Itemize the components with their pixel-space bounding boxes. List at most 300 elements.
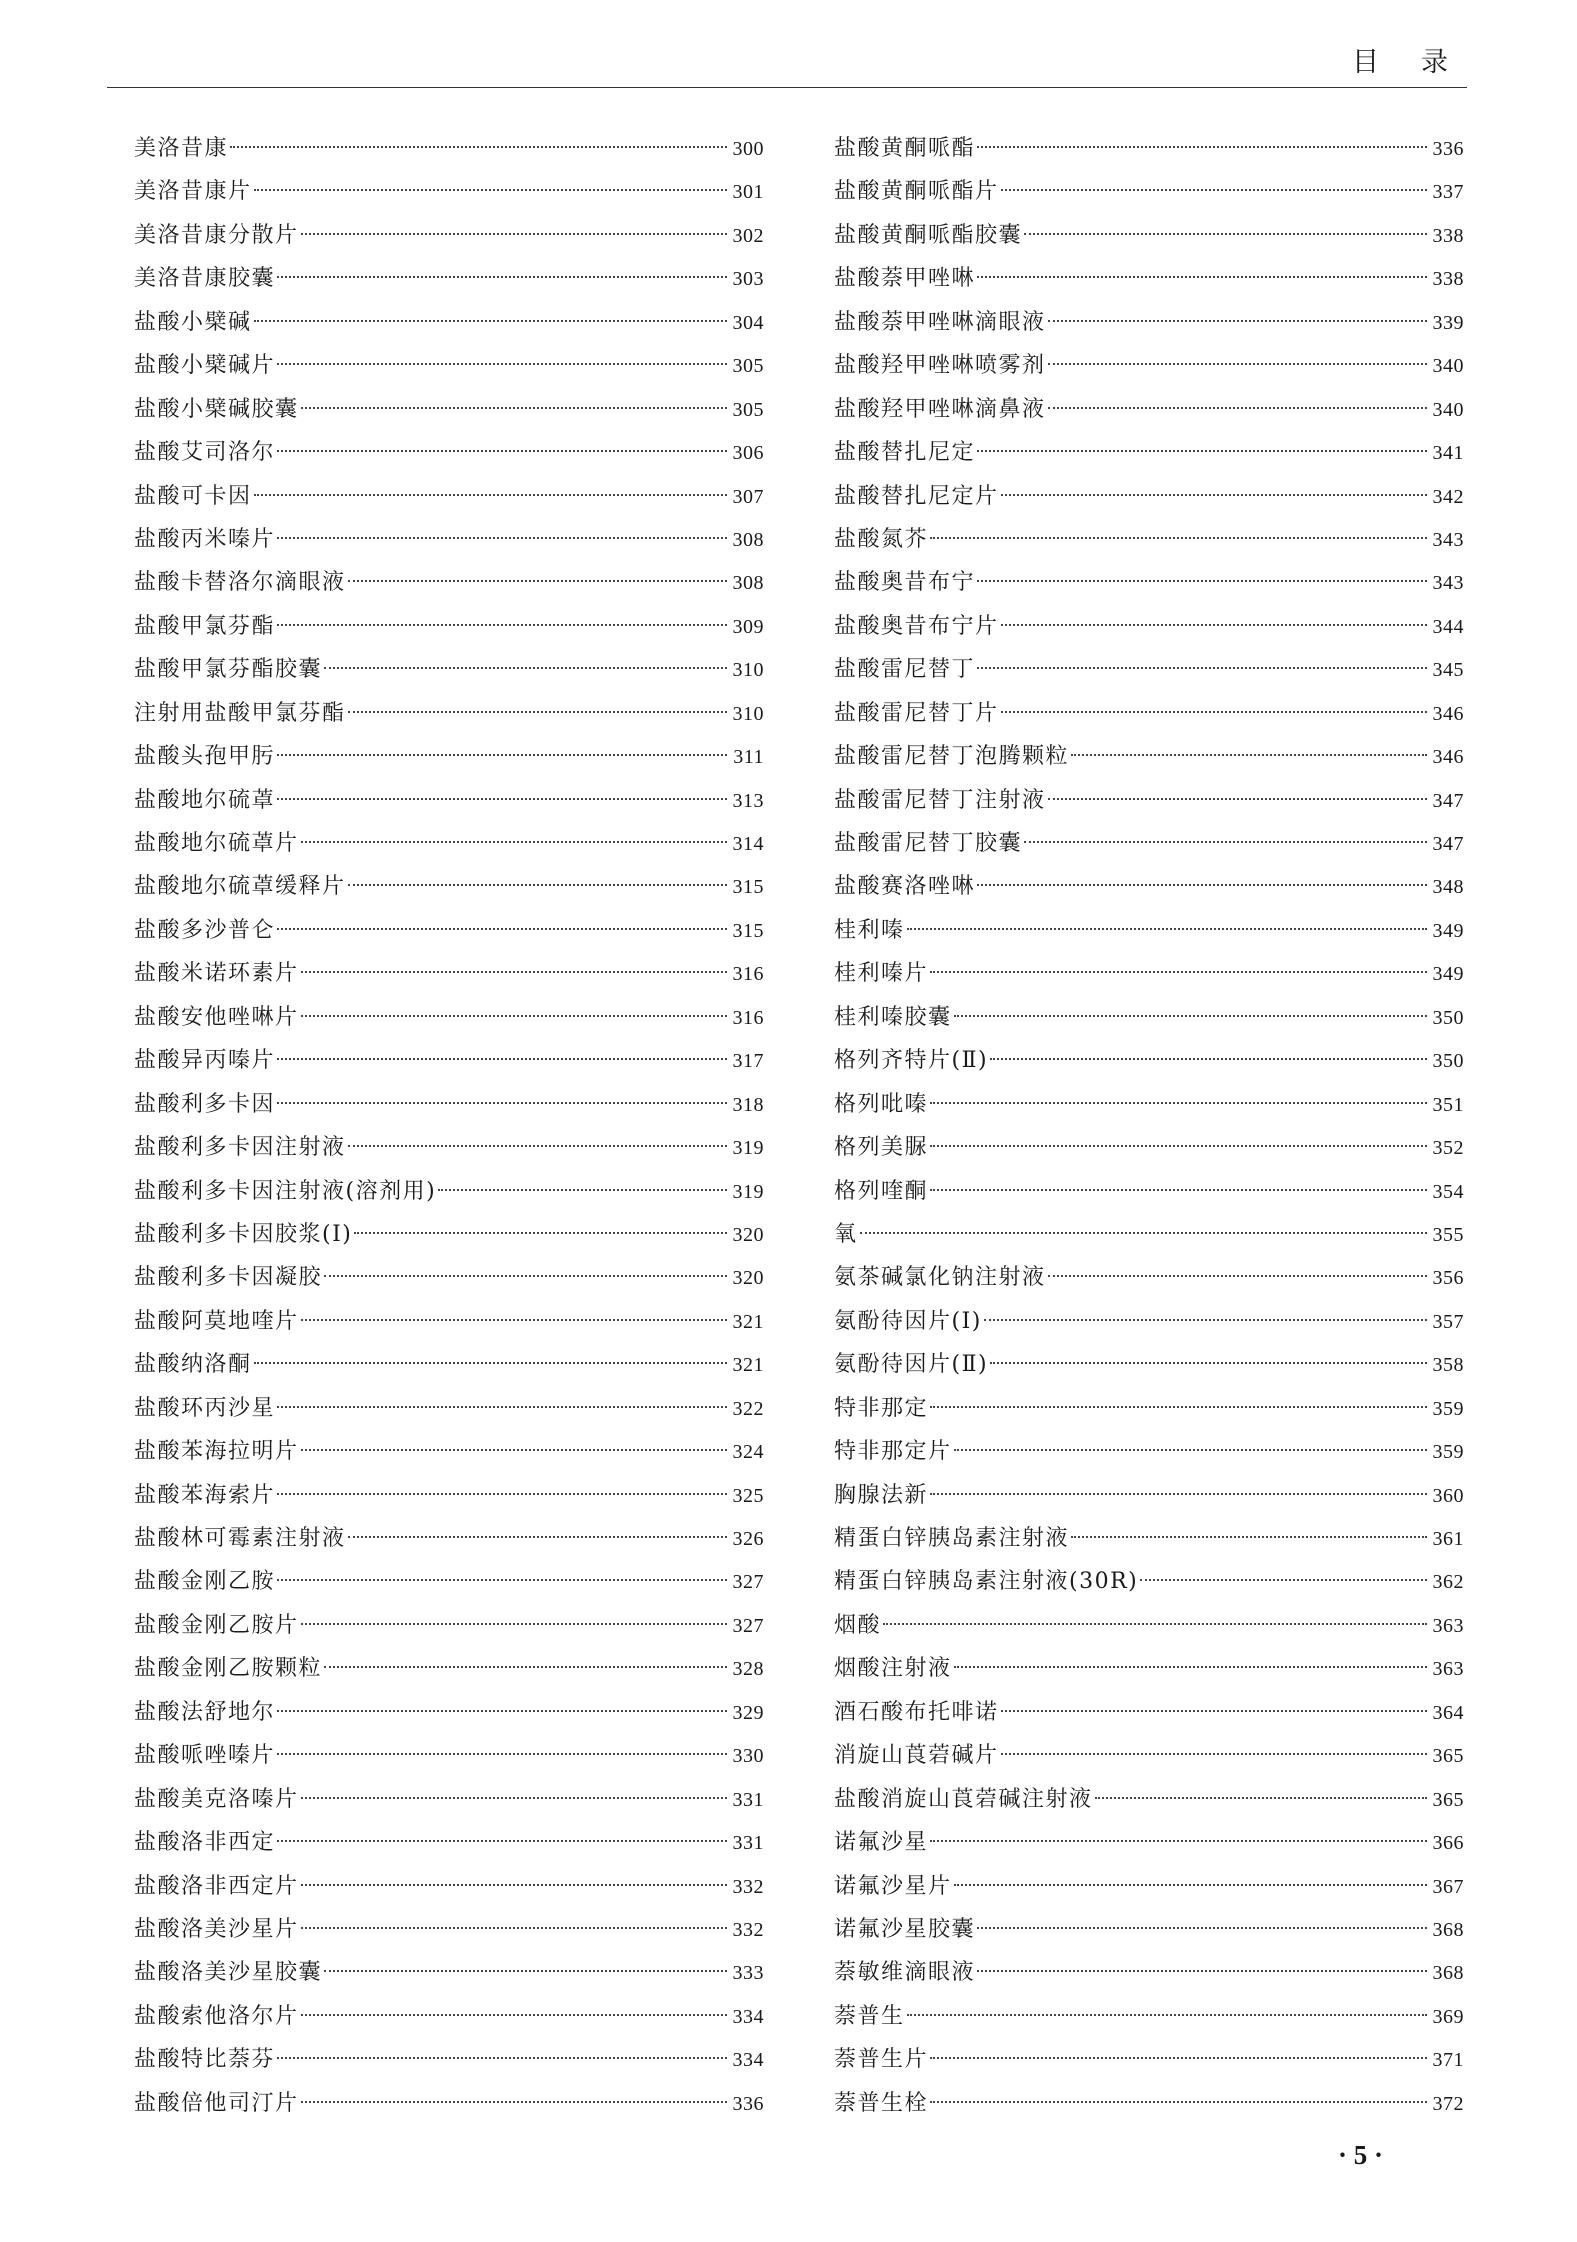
dot-leader [930,1145,1426,1147]
page-number: · 5 · [1338,2140,1384,2170]
toc-entry-page: 332 [732,1918,764,1941]
toc-entry-page: 317 [732,1050,764,1073]
toc-entry-page: 305 [732,398,764,421]
header-divider [107,87,1467,88]
toc-entry-title: 胸腺法新 [834,1482,929,1508]
toc-entry-page: 352 [1432,1137,1464,1160]
toc-entry-title: 精蛋白锌胰岛素注射液 [834,1526,1070,1551]
toc-entry-title: 盐酸法舒地尔 [134,1699,276,1725]
toc-entry-page: 336 [1432,138,1464,160]
toc-entry-title: 盐酸雷尼替丁泡腾颗粒 [834,744,1070,770]
toc-entry-title: 盐酸羟甲唑啉喷雾剂 [834,353,1046,379]
toc-entry [834,1778,1464,1821]
dot-leader [277,363,726,365]
toc-entry [134,1604,764,1647]
toc-entry [834,1083,1464,1126]
toc-entry-page: 334 [732,2005,764,2028]
dot-leader [301,841,727,843]
toc-entry-page: 319 [732,1137,764,1160]
toc-entry-page: 362 [1432,1571,1464,1594]
toc-entry-title: 盐酸利多卡因注射液 [134,1135,346,1161]
dot-leader [324,1666,726,1668]
toc-entry [834,1039,1464,1082]
dot-leader [348,1145,727,1147]
toc-entry [834,1343,1464,1386]
toc-entry [834,2082,1464,2125]
toc-entry-page: 346 [1432,746,1464,769]
dot-leader [277,1753,726,1755]
dot-leader [1001,1710,1427,1712]
dot-leader [301,1927,727,1929]
toc-entry [834,1951,1464,1994]
toc-entry [834,909,1464,952]
toc-entry-page: 363 [1432,1658,1464,1681]
toc-entry [834,692,1464,735]
toc-entry [134,1865,764,1908]
toc-entry-page: 343 [1432,528,1464,551]
toc-entry [834,1387,1464,1430]
toc-entry [834,1256,1464,1299]
toc-entry-title: 盐酸雷尼替丁 [834,657,976,683]
toc-entry-title: 盐酸地尔硫䓬片 [134,831,299,856]
toc-entry [834,1691,1464,1734]
toc-entry [134,344,764,387]
toc-entry-title: 盐酸萘甲唑啉滴眼液 [834,309,1046,335]
toc-entry-title: 盐酸替扎尼定 [834,440,976,466]
toc-entry-title: 桂利嗪 [834,917,905,943]
toc-entry-page: 347 [1432,789,1464,812]
dot-leader [1048,363,1427,365]
toc-entry-page: 366 [1432,1832,1464,1855]
toc-entry-title: 盐酸羟甲唑啉滴鼻液 [834,396,1046,422]
dot-leader [277,1102,726,1104]
toc-entry-title: 盐酸金刚乙胺 [134,1569,276,1595]
dot-leader [277,1058,726,1060]
toc-entry-title: 盐酸金刚乙胺片 [134,1612,299,1638]
dot-leader [1071,1536,1426,1538]
toc-entry [834,605,1464,648]
toc-entry [834,1213,1464,1256]
toc-entry [834,1126,1464,1169]
toc-entry [134,1647,764,1690]
toc-entry-page: 320 [732,1223,764,1246]
dot-leader [1048,320,1427,322]
toc-entry-title: 酒石酸布托啡诺 [834,1699,999,1725]
toc-entry [834,1517,1464,1560]
toc-entry-title: 盐酸甲氯芬酯 [134,613,276,639]
dot-leader [977,146,1426,148]
toc-entry [834,779,1464,822]
toc-entry [134,301,764,344]
toc-entry-title: 盐酸索他洛尔片 [134,2003,299,2029]
toc-entry-page: 357 [1432,1310,1464,1333]
toc-entry-title: 盐酸洛非西定 [134,1830,276,1856]
toc-entry-page: 361 [1432,1528,1464,1550]
toc-entry-title: 盐酸雷尼替丁片 [834,700,999,726]
toc-entry-title: 盐酸利多卡因胶浆(Ⅰ) [134,1221,353,1247]
toc-entry [134,214,764,257]
toc-entry [834,388,1464,431]
toc-entry [834,475,1464,518]
toc-entry-title: 氨酚待因片(Ⅰ) [834,1308,982,1334]
toc-entry [834,1647,1464,1690]
toc-entry-title: 格列吡嗪 [834,1091,929,1117]
toc-entry-title: 盐酸倍他司汀片 [134,2090,299,2116]
dot-leader [977,884,1426,886]
toc-entry [134,1821,764,1864]
toc-entry [834,1865,1464,1908]
toc-entry-page: 350 [1432,1006,1464,1029]
toc-entry-title: 盐酸头孢甲肟 [134,744,276,770]
dot-leader [977,667,1426,669]
toc-entry [134,2038,764,2081]
dot-leader [348,884,727,886]
toc-entry-page: 301 [732,181,764,204]
dot-leader [930,1493,1426,1495]
dot-leader [1048,1275,1427,1277]
dot-leader [1001,711,1427,713]
toc-entry-page: 306 [732,442,764,465]
toc-entry [834,127,1464,170]
dot-leader [277,1406,726,1408]
dot-leader [977,1927,1426,1929]
toc-entry-page: 318 [732,1093,764,1116]
toc-entry-title: 萘普生片 [834,2047,929,2073]
dot-leader [930,1406,1426,1408]
toc-entry-title: 盐酸异丙嗪片 [134,1048,276,1074]
toc-entry-title: 格列喹酮 [834,1178,929,1204]
toc-entry [834,1734,1464,1777]
toc-entry-title: 盐酸奥昔布宁 [834,570,976,596]
toc-entry-page: 343 [1432,572,1464,595]
dot-leader [277,276,726,278]
toc-entry [834,1604,1464,1647]
toc-right-column [834,127,1464,2125]
toc-entry [134,518,764,561]
toc-entry-page: 351 [1432,1093,1464,1116]
toc-entry-title: 精蛋白锌胰岛素注射液(30R) [834,1569,1139,1595]
dot-leader [348,580,727,582]
toc-entry-page: 321 [732,1354,764,1377]
toc-entry [834,170,1464,213]
dot-leader [954,1666,1427,1668]
toc-entry-page: 314 [732,833,764,855]
toc-entry-page: 341 [1432,442,1464,465]
dot-leader [277,1710,726,1712]
toc-entry-title: 格列齐特片(Ⅱ) [834,1048,989,1074]
toc-entry-page: 319 [732,1180,764,1203]
dot-leader [1048,798,1427,800]
dot-leader [907,928,1427,930]
toc-entry-page: 349 [1432,919,1464,942]
dot-leader [230,146,726,148]
toc-entry-title: 盐酸洛非西定片 [134,1873,299,1899]
toc-entry-title: 盐酸阿莫地喹片 [134,1308,299,1334]
dot-leader [930,537,1426,539]
toc-entry [134,257,764,300]
toc-entry-title: 盐酸萘甲唑啉 [834,266,976,292]
toc-entry [834,865,1464,908]
dot-leader [277,537,726,539]
toc-entry-title: 盐酸金刚乙胺颗粒 [134,1656,323,1682]
dot-leader [907,2014,1427,2016]
toc-entry-page: 350 [1432,1050,1464,1073]
dot-leader [348,711,727,713]
toc-entry-page: 371 [1432,2049,1464,2072]
toc-entry-page: 342 [1432,485,1464,508]
toc-entry-page: 365 [1432,1745,1464,1768]
toc-entry-title: 诺氟沙星 [834,1830,929,1856]
toc-entry-page: 367 [1432,1875,1464,1898]
toc-entry-title: 盐酸卡替洛尔滴眼液 [134,570,346,596]
toc-entry-page: 355 [1432,1223,1464,1246]
toc-entry-title: 盐酸林可霉素注射液 [134,1526,346,1551]
toc-entry-title: 诺氟沙星片 [834,1873,952,1899]
dot-leader [354,1232,726,1234]
dot-leader [301,2014,727,2016]
toc-entry-title: 萘普生 [834,2003,905,2029]
dot-leader [301,1884,727,1886]
toc-entry-page: 305 [732,355,764,378]
toc-entry-page: 338 [1432,268,1464,291]
dot-leader [1001,1753,1427,1755]
toc-entry-title: 氨茶碱氯化钠注射液 [834,1265,1046,1291]
toc-entry-page: 327 [732,1614,764,1637]
dot-leader [301,1319,727,1321]
toc-entry-page: 368 [1432,1918,1464,1941]
toc-entry-title: 盐酸地尔硫䓬缓释片 [134,874,346,900]
toc-entry [834,952,1464,995]
toc-entry-title: 盐酸奥昔布宁片 [834,613,999,639]
dot-leader [1001,189,1427,191]
toc-entry [134,1300,764,1343]
toc-entry [134,1256,764,1299]
dot-leader [954,1884,1427,1886]
toc-entry-title: 盐酸特比萘芬 [134,2047,276,2073]
dot-leader [301,1797,727,1799]
toc-entry [134,1213,764,1256]
toc-entry-page: 310 [732,659,764,682]
toc-entry-page: 348 [1432,876,1464,899]
toc-entry [834,1430,1464,1473]
toc-entry [134,779,764,822]
toc-entry-title: 盐酸米诺环素片 [134,961,299,987]
dot-leader [324,667,726,669]
dot-leader [1140,1579,1426,1581]
toc-entry [134,1908,764,1951]
toc-entry-page: 340 [1432,398,1464,421]
toc-entry [134,735,764,778]
toc-entry [134,561,764,604]
dot-leader [277,624,726,626]
toc-entry-page: 358 [1432,1354,1464,1377]
page-header-title: 目录 [1352,47,1490,78]
toc-entry [134,822,764,865]
toc-entry-page: 313 [732,789,764,812]
toc-entry [134,1039,764,1082]
toc-entry-title: 盐酸纳洛酮 [134,1352,252,1378]
toc-entry-title: 盐酸利多卡因注射液(溶剂用) [134,1178,437,1204]
dot-leader [348,1536,727,1538]
toc-entry [134,2082,764,2125]
dot-leader [324,1970,726,1972]
toc-entry-title: 美洛昔康片 [134,179,252,205]
toc-entry-page: 328 [732,1658,764,1681]
toc-entry [834,1560,1464,1603]
dot-leader [301,1449,727,1451]
dot-leader [254,1362,727,1364]
toc-entry [134,1126,764,1169]
toc-entry-page: 372 [1432,2092,1464,2115]
toc-entry-title: 消旋山莨菪碱片 [834,1743,999,1769]
toc-entry-page: 347 [1432,833,1464,855]
toc-entry-title: 美洛昔康 [134,136,229,161]
toc-entry-title: 盐酸小檗碱 [134,309,252,335]
toc-entry-title: 桂利嗪片 [834,961,929,987]
toc-entry-page: 315 [732,876,764,899]
toc-entry-title: 盐酸小檗碱胶囊 [134,396,299,422]
toc-entry-page: 331 [732,1832,764,1855]
toc-entry [134,1778,764,1821]
toc-entry [834,257,1464,300]
dot-leader [301,2101,727,2103]
toc-entry-title: 萘普生栓 [834,2090,929,2116]
toc-entry [834,1821,1464,1864]
toc-entry-title: 注射用盐酸甲氯芬酯 [134,700,346,726]
toc-entry-page: 309 [732,615,764,638]
dot-leader [1001,494,1427,496]
toc-entry [134,1995,764,2038]
toc-entry-title: 盐酸环丙沙星 [134,1395,276,1421]
toc-entry-page: 356 [1432,1267,1464,1290]
dot-leader [277,1840,726,1842]
toc-entry-title: 盐酸赛洛唑啉 [834,874,976,900]
dot-leader [301,1015,727,1017]
dot-leader [301,1623,727,1625]
dot-leader [301,233,727,235]
toc-entry-title: 盐酸多沙普仑 [134,917,276,943]
toc-entry-page: 302 [732,224,764,247]
toc-entry-title: 盐酸安他唑啉片 [134,1004,299,1030]
toc-entry-page: 346 [1432,702,1464,725]
toc-entry [834,2038,1464,2081]
toc-entry-page: 359 [1432,1397,1464,1420]
dot-leader [883,1623,1426,1625]
toc-entry [834,344,1464,387]
toc-entry-page: 338 [1432,224,1464,247]
dot-leader [954,1449,1427,1451]
dot-leader [277,2057,726,2059]
toc-entry [834,735,1464,778]
toc-entry-title: 萘敏维滴眼液 [834,1960,976,1986]
toc-entry-page: 308 [732,572,764,595]
dot-leader [277,798,726,800]
toc-entry [834,214,1464,257]
toc-entry-page: 303 [732,268,764,291]
toc-entry-title: 盐酸丙米嗪片 [134,526,276,552]
dot-leader [277,1579,726,1581]
toc-entry-title: 盐酸苯海索片 [134,1482,276,1508]
toc-entry-page: 340 [1432,355,1464,378]
toc-entry-page: 369 [1432,2005,1464,2028]
toc-entry [834,561,1464,604]
toc-entry-title: 氧 [834,1221,858,1247]
toc-entry-title: 盐酸黄酮哌酯 [834,136,976,161]
toc-entry-title: 盐酸黄酮哌酯胶囊 [834,222,1023,248]
toc-entry-page: 307 [732,485,764,508]
toc-entry-page: 308 [732,528,764,551]
toc-entry [134,1691,764,1734]
dot-leader [930,2101,1426,2103]
toc-entry-page: 368 [1432,1962,1464,1985]
toc-entry-page: 310 [732,702,764,725]
toc-entry-title: 盐酸苯海拉明片 [134,1439,299,1465]
toc-entry-title: 盐酸雷尼替丁注射液 [834,787,1046,813]
toc-entry [134,1343,764,1386]
toc-entry [134,1170,764,1213]
toc-entry-title: 盐酸洛美沙星胶囊 [134,1960,323,1986]
toc-entry [134,909,764,952]
dot-leader [990,1058,1426,1060]
toc-entry [834,301,1464,344]
toc-entry-title: 盐酸黄酮哌酯片 [834,179,999,205]
toc-entry [834,996,1464,1039]
toc-entry [834,1995,1464,2038]
toc-entry [834,1170,1464,1213]
dot-leader [1071,754,1426,756]
toc-entry-page: 360 [1432,1484,1464,1507]
dot-leader [984,1319,1427,1321]
toc-entry [134,1387,764,1430]
toc-entry [134,1430,764,1473]
toc-entry [134,1951,764,1994]
toc-entry [834,1908,1464,1951]
dot-leader [1001,624,1427,626]
toc-entry [134,170,764,213]
toc-entry [834,431,1464,474]
toc-entry [834,518,1464,561]
toc-entry-title: 盐酸哌唑嗪片 [134,1743,276,1769]
toc-entry-title: 烟酸 [834,1612,882,1638]
toc-entry-title: 特非那定片 [834,1439,952,1465]
toc-entry-page: 365 [1432,1788,1464,1811]
dot-leader [977,580,1426,582]
toc-entry-page: 325 [732,1484,764,1507]
toc-entry [834,1300,1464,1343]
dot-leader [277,928,726,930]
toc-entry [134,475,764,518]
dot-leader [977,276,1426,278]
dot-leader [930,1102,1426,1104]
toc-entry-page: 326 [732,1528,764,1550]
toc-entry [134,431,764,474]
toc-entry-title: 盐酸甲氯芬酯胶囊 [134,657,323,683]
toc-entry-page: 332 [732,1875,764,1898]
dot-leader [254,189,727,191]
toc-left-column [134,127,764,2125]
toc-entry-title: 美洛昔康分散片 [134,222,299,248]
toc-entry-page: 300 [732,138,764,160]
toc-entry-page: 324 [732,1441,764,1464]
toc-entry-page: 344 [1432,615,1464,638]
toc-entry-page: 363 [1432,1614,1464,1637]
toc-entry-page: 331 [732,1788,764,1811]
dot-leader [990,1362,1426,1364]
toc-entry-page: 337 [1432,181,1464,204]
toc-entry [834,648,1464,691]
dot-leader [1095,1797,1427,1799]
toc-entry-title: 盐酸利多卡因凝胶 [134,1265,323,1291]
